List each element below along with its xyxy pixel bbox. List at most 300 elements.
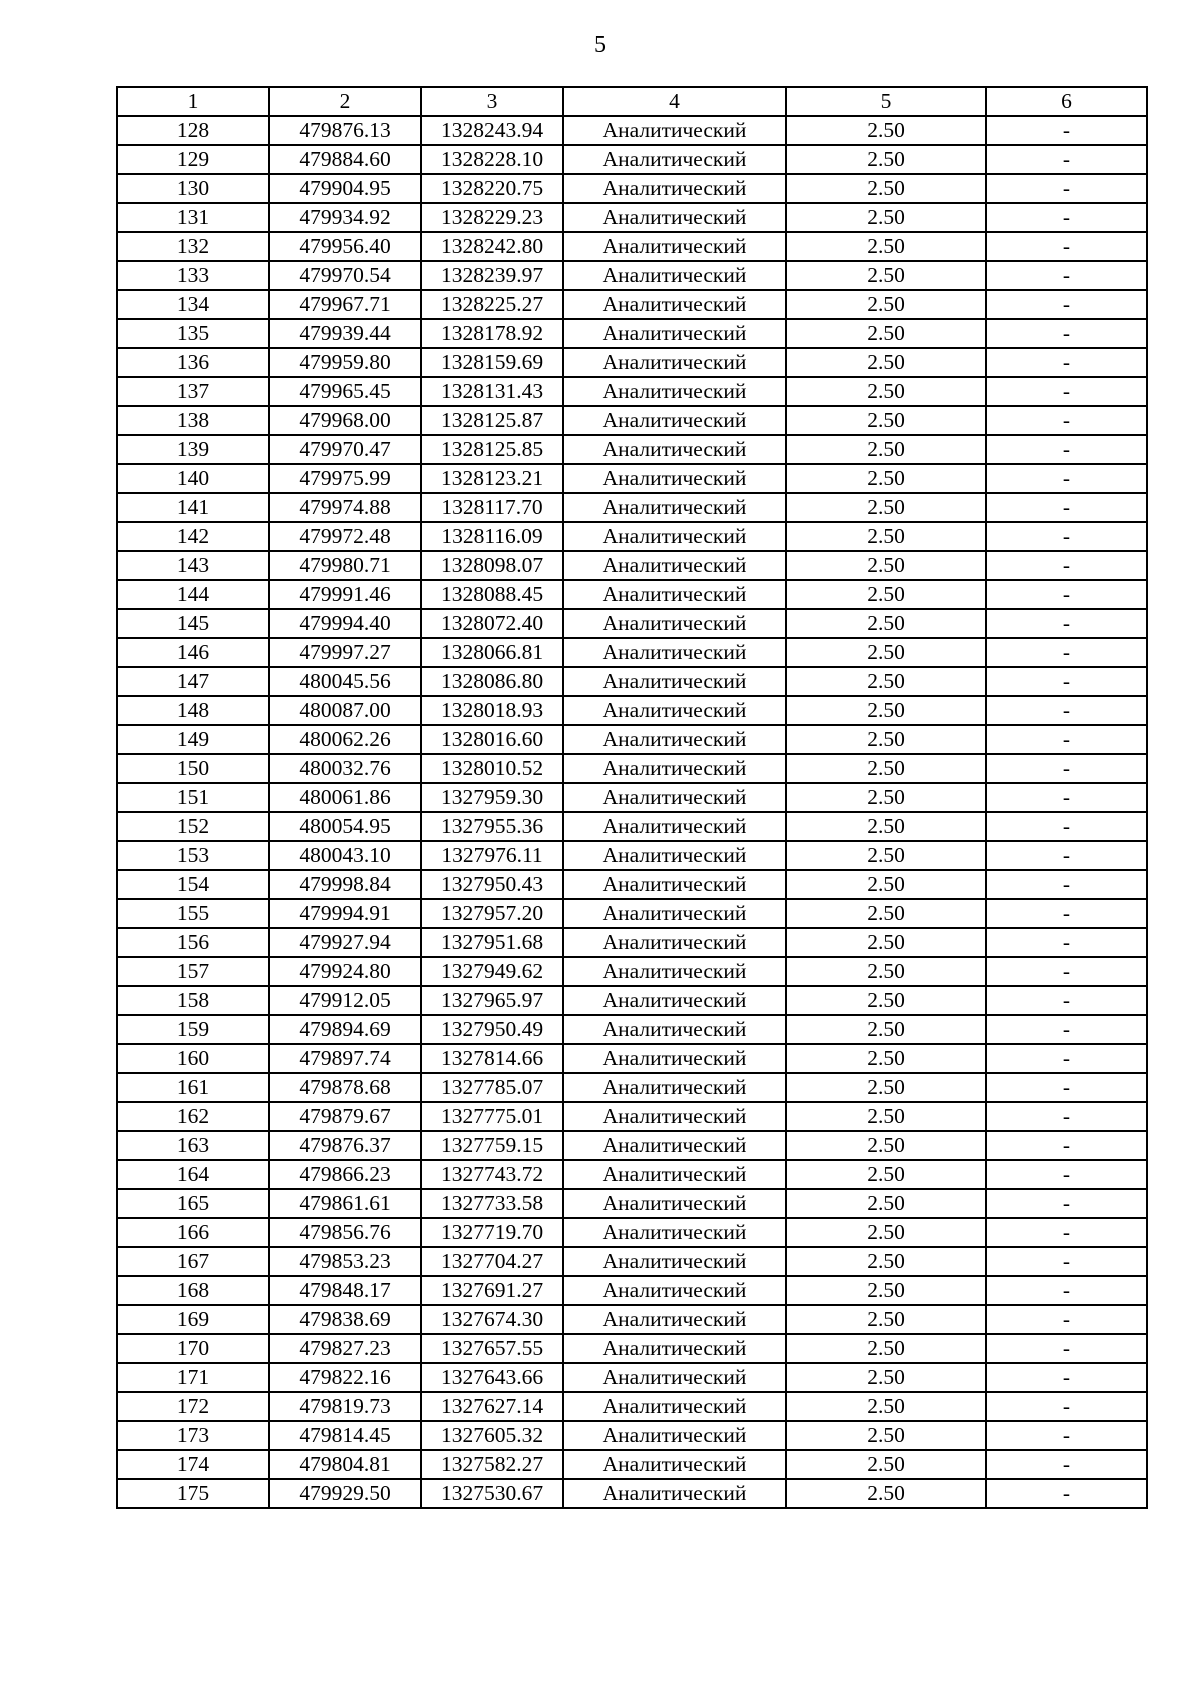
y-coordinate-cell: 1327643.66 xyxy=(421,1363,563,1392)
y-coordinate-cell: 1328123.21 xyxy=(421,464,563,493)
point-number-cell: 163 xyxy=(117,1131,269,1160)
x-coordinate-cell: 479980.71 xyxy=(269,551,421,580)
y-coordinate-cell: 1327814.66 xyxy=(421,1044,563,1073)
table-row xyxy=(117,1131,1147,1160)
accuracy-cell: 2.50 xyxy=(786,1276,986,1305)
accuracy-cell: 2.50 xyxy=(786,696,986,725)
x-coordinate-cell: 479878.68 xyxy=(269,1073,421,1102)
method-cell: Аналитический xyxy=(563,116,786,145)
accuracy-cell: 2.50 xyxy=(786,348,986,377)
point-number-cell: 167 xyxy=(117,1247,269,1276)
table-row xyxy=(117,783,1147,812)
y-coordinate-cell: 1327951.68 xyxy=(421,928,563,957)
table-row xyxy=(117,1073,1147,1102)
point-number-cell: 138 xyxy=(117,406,269,435)
point-number-cell: 152 xyxy=(117,812,269,841)
x-coordinate-cell: 479861.61 xyxy=(269,1189,421,1218)
method-cell: Аналитический xyxy=(563,1102,786,1131)
method-cell: Аналитический xyxy=(563,841,786,870)
x-coordinate-cell: 479879.67 xyxy=(269,1102,421,1131)
point-number-cell: 159 xyxy=(117,1015,269,1044)
table-row xyxy=(117,986,1147,1015)
table-row xyxy=(117,1392,1147,1421)
method-cell: Аналитический xyxy=(563,696,786,725)
accuracy-cell: 2.50 xyxy=(786,667,986,696)
point-number-cell: 173 xyxy=(117,1421,269,1450)
point-number-cell: 172 xyxy=(117,1392,269,1421)
accuracy-cell: 2.50 xyxy=(786,406,986,435)
y-coordinate-cell: 1327657.55 xyxy=(421,1334,563,1363)
note-cell: - xyxy=(986,203,1147,232)
y-coordinate-cell: 1327733.58 xyxy=(421,1189,563,1218)
point-number-cell: 129 xyxy=(117,145,269,174)
method-cell: Аналитический xyxy=(563,1392,786,1421)
x-coordinate-cell: 479998.84 xyxy=(269,870,421,899)
point-number-cell: 149 xyxy=(117,725,269,754)
x-coordinate-cell: 479894.69 xyxy=(269,1015,421,1044)
method-cell: Аналитический xyxy=(563,1189,786,1218)
method-cell: Аналитический xyxy=(563,1421,786,1450)
note-cell: - xyxy=(986,1102,1147,1131)
column-header-5: 5 xyxy=(786,87,986,116)
method-cell: Аналитический xyxy=(563,754,786,783)
table-row xyxy=(117,609,1147,638)
table-row xyxy=(117,899,1147,928)
method-cell: Аналитический xyxy=(563,1073,786,1102)
y-coordinate-cell: 1327775.01 xyxy=(421,1102,563,1131)
table-row xyxy=(117,435,1147,464)
method-cell: Аналитический xyxy=(563,290,786,319)
note-cell: - xyxy=(986,1334,1147,1363)
accuracy-cell: 2.50 xyxy=(786,551,986,580)
note-cell: - xyxy=(986,551,1147,580)
x-coordinate-cell: 479814.45 xyxy=(269,1421,421,1450)
note-cell: - xyxy=(986,1363,1147,1392)
x-coordinate-cell: 480043.10 xyxy=(269,841,421,870)
note-cell: - xyxy=(986,1044,1147,1073)
table-row xyxy=(117,725,1147,754)
x-coordinate-cell: 480062.26 xyxy=(269,725,421,754)
x-coordinate-cell: 479822.16 xyxy=(269,1363,421,1392)
table-row xyxy=(117,638,1147,667)
y-coordinate-cell: 1328117.70 xyxy=(421,493,563,522)
point-number-cell: 162 xyxy=(117,1102,269,1131)
table-row xyxy=(117,261,1147,290)
y-coordinate-cell: 1327530.67 xyxy=(421,1479,563,1508)
y-coordinate-cell: 1327949.62 xyxy=(421,957,563,986)
y-coordinate-cell: 1327627.14 xyxy=(421,1392,563,1421)
x-coordinate-cell: 479876.13 xyxy=(269,116,421,145)
column-header-4: 4 xyxy=(563,87,786,116)
note-cell: - xyxy=(986,1073,1147,1102)
accuracy-cell: 2.50 xyxy=(786,522,986,551)
column-header-1: 1 xyxy=(117,87,269,116)
method-cell: Аналитический xyxy=(563,1305,786,1334)
table-row xyxy=(117,1189,1147,1218)
point-number-cell: 151 xyxy=(117,783,269,812)
accuracy-cell: 2.50 xyxy=(786,609,986,638)
accuracy-cell: 2.50 xyxy=(786,899,986,928)
y-coordinate-cell: 1328239.97 xyxy=(421,261,563,290)
table-row xyxy=(117,1450,1147,1479)
table-row xyxy=(117,1479,1147,1508)
x-coordinate-cell: 479956.40 xyxy=(269,232,421,261)
table-row xyxy=(117,1247,1147,1276)
note-cell: - xyxy=(986,319,1147,348)
note-cell: - xyxy=(986,1015,1147,1044)
method-cell: Аналитический xyxy=(563,464,786,493)
table-row xyxy=(117,493,1147,522)
y-coordinate-cell: 1327605.32 xyxy=(421,1421,563,1450)
x-coordinate-cell: 479934.92 xyxy=(269,203,421,232)
note-cell: - xyxy=(986,145,1147,174)
x-coordinate-cell: 479924.80 xyxy=(269,957,421,986)
note-cell: - xyxy=(986,1392,1147,1421)
x-coordinate-cell: 479970.47 xyxy=(269,435,421,464)
table-row xyxy=(117,870,1147,899)
y-coordinate-cell: 1327691.27 xyxy=(421,1276,563,1305)
point-number-cell: 128 xyxy=(117,116,269,145)
note-cell: - xyxy=(986,986,1147,1015)
method-cell: Аналитический xyxy=(563,957,786,986)
accuracy-cell: 2.50 xyxy=(786,841,986,870)
table-row xyxy=(117,841,1147,870)
table-header-row xyxy=(117,87,1147,116)
y-coordinate-cell: 1327785.07 xyxy=(421,1073,563,1102)
method-cell: Аналитический xyxy=(563,580,786,609)
point-number-cell: 135 xyxy=(117,319,269,348)
accuracy-cell: 2.50 xyxy=(786,377,986,406)
y-coordinate-cell: 1327965.97 xyxy=(421,986,563,1015)
point-number-cell: 134 xyxy=(117,290,269,319)
table-row xyxy=(117,174,1147,203)
y-coordinate-cell: 1328228.10 xyxy=(421,145,563,174)
method-cell: Аналитический xyxy=(563,1218,786,1247)
accuracy-cell: 2.50 xyxy=(786,580,986,609)
accuracy-cell: 2.50 xyxy=(786,493,986,522)
column-header-2: 2 xyxy=(269,87,421,116)
note-cell: - xyxy=(986,1247,1147,1276)
method-cell: Аналитический xyxy=(563,203,786,232)
x-coordinate-cell: 479804.81 xyxy=(269,1450,421,1479)
method-cell: Аналитический xyxy=(563,1479,786,1508)
table-row xyxy=(117,1334,1147,1363)
method-cell: Аналитический xyxy=(563,783,786,812)
note-cell: - xyxy=(986,696,1147,725)
method-cell: Аналитический xyxy=(563,1334,786,1363)
point-number-cell: 150 xyxy=(117,754,269,783)
table-row xyxy=(117,812,1147,841)
point-number-cell: 155 xyxy=(117,899,269,928)
method-cell: Аналитический xyxy=(563,1363,786,1392)
x-coordinate-cell: 479884.60 xyxy=(269,145,421,174)
point-number-cell: 131 xyxy=(117,203,269,232)
note-cell: - xyxy=(986,1276,1147,1305)
point-number-cell: 161 xyxy=(117,1073,269,1102)
x-coordinate-cell: 479994.40 xyxy=(269,609,421,638)
accuracy-cell: 2.50 xyxy=(786,435,986,464)
note-cell: - xyxy=(986,1131,1147,1160)
accuracy-cell: 2.50 xyxy=(786,203,986,232)
column-header-6: 6 xyxy=(986,87,1147,116)
point-number-cell: 147 xyxy=(117,667,269,696)
accuracy-cell: 2.50 xyxy=(786,1450,986,1479)
y-coordinate-cell: 1327704.27 xyxy=(421,1247,563,1276)
table-row xyxy=(117,1218,1147,1247)
x-coordinate-cell: 479939.44 xyxy=(269,319,421,348)
accuracy-cell: 2.50 xyxy=(786,754,986,783)
accuracy-cell: 2.50 xyxy=(786,1160,986,1189)
accuracy-cell: 2.50 xyxy=(786,261,986,290)
point-number-cell: 165 xyxy=(117,1189,269,1218)
y-coordinate-cell: 1327957.20 xyxy=(421,899,563,928)
accuracy-cell: 2.50 xyxy=(786,1334,986,1363)
y-coordinate-cell: 1328125.87 xyxy=(421,406,563,435)
method-cell: Аналитический xyxy=(563,493,786,522)
y-coordinate-cell: 1328243.94 xyxy=(421,116,563,145)
method-cell: Аналитический xyxy=(563,1247,786,1276)
method-cell: Аналитический xyxy=(563,899,786,928)
accuracy-cell: 2.50 xyxy=(786,319,986,348)
point-number-cell: 133 xyxy=(117,261,269,290)
note-cell: - xyxy=(986,870,1147,899)
page-number: 5 xyxy=(594,32,606,58)
x-coordinate-cell: 479819.73 xyxy=(269,1392,421,1421)
x-coordinate-cell: 479991.46 xyxy=(269,580,421,609)
point-number-cell: 171 xyxy=(117,1363,269,1392)
x-coordinate-cell: 479975.99 xyxy=(269,464,421,493)
method-cell: Аналитический xyxy=(563,638,786,667)
y-coordinate-cell: 1328086.80 xyxy=(421,667,563,696)
accuracy-cell: 2.50 xyxy=(786,1131,986,1160)
table-row xyxy=(117,754,1147,783)
note-cell: - xyxy=(986,609,1147,638)
note-cell: - xyxy=(986,435,1147,464)
table-row xyxy=(117,232,1147,261)
point-number-cell: 142 xyxy=(117,522,269,551)
point-number-cell: 141 xyxy=(117,493,269,522)
note-cell: - xyxy=(986,899,1147,928)
y-coordinate-cell: 1328116.09 xyxy=(421,522,563,551)
note-cell: - xyxy=(986,580,1147,609)
point-number-cell: 130 xyxy=(117,174,269,203)
method-cell: Аналитический xyxy=(563,1450,786,1479)
table-body xyxy=(117,116,1147,1508)
accuracy-cell: 2.50 xyxy=(786,1363,986,1392)
note-cell: - xyxy=(986,116,1147,145)
point-number-cell: 144 xyxy=(117,580,269,609)
note-cell: - xyxy=(986,928,1147,957)
table-row xyxy=(117,957,1147,986)
x-coordinate-cell: 479856.76 xyxy=(269,1218,421,1247)
x-coordinate-cell: 480061.86 xyxy=(269,783,421,812)
point-number-cell: 175 xyxy=(117,1479,269,1508)
method-cell: Аналитический xyxy=(563,551,786,580)
x-coordinate-cell: 479876.37 xyxy=(269,1131,421,1160)
point-number-cell: 148 xyxy=(117,696,269,725)
x-coordinate-cell: 479997.27 xyxy=(269,638,421,667)
x-coordinate-cell: 479968.00 xyxy=(269,406,421,435)
point-number-cell: 143 xyxy=(117,551,269,580)
table-row xyxy=(117,464,1147,493)
x-coordinate-cell: 479912.05 xyxy=(269,986,421,1015)
table-row xyxy=(117,116,1147,145)
note-cell: - xyxy=(986,377,1147,406)
table-row xyxy=(117,1421,1147,1450)
point-number-cell: 174 xyxy=(117,1450,269,1479)
method-cell: Аналитический xyxy=(563,406,786,435)
y-coordinate-cell: 1328098.07 xyxy=(421,551,563,580)
x-coordinate-cell: 479927.94 xyxy=(269,928,421,957)
method-cell: Аналитический xyxy=(563,319,786,348)
accuracy-cell: 2.50 xyxy=(786,957,986,986)
method-cell: Аналитический xyxy=(563,1276,786,1305)
accuracy-cell: 2.50 xyxy=(786,1247,986,1276)
note-cell: - xyxy=(986,1479,1147,1508)
x-coordinate-cell: 479967.71 xyxy=(269,290,421,319)
accuracy-cell: 2.50 xyxy=(786,116,986,145)
x-coordinate-cell: 480087.00 xyxy=(269,696,421,725)
method-cell: Аналитический xyxy=(563,232,786,261)
x-coordinate-cell: 479827.23 xyxy=(269,1334,421,1363)
y-coordinate-cell: 1328242.80 xyxy=(421,232,563,261)
note-cell: - xyxy=(986,290,1147,319)
x-coordinate-cell: 479848.17 xyxy=(269,1276,421,1305)
note-cell: - xyxy=(986,1305,1147,1334)
note-cell: - xyxy=(986,232,1147,261)
y-coordinate-cell: 1327743.72 xyxy=(421,1160,563,1189)
method-cell: Аналитический xyxy=(563,667,786,696)
note-cell: - xyxy=(986,261,1147,290)
y-coordinate-cell: 1328010.52 xyxy=(421,754,563,783)
point-number-cell: 145 xyxy=(117,609,269,638)
x-coordinate-cell: 480045.56 xyxy=(269,667,421,696)
y-coordinate-cell: 1328125.85 xyxy=(421,435,563,464)
x-coordinate-cell: 479974.88 xyxy=(269,493,421,522)
method-cell: Аналитический xyxy=(563,522,786,551)
accuracy-cell: 2.50 xyxy=(786,232,986,261)
accuracy-cell: 2.50 xyxy=(786,870,986,899)
table-row xyxy=(117,406,1147,435)
note-cell: - xyxy=(986,1218,1147,1247)
y-coordinate-cell: 1327950.49 xyxy=(421,1015,563,1044)
column-header-3: 3 xyxy=(421,87,563,116)
accuracy-cell: 2.50 xyxy=(786,464,986,493)
x-coordinate-cell: 479853.23 xyxy=(269,1247,421,1276)
x-coordinate-cell: 480054.95 xyxy=(269,812,421,841)
y-coordinate-cell: 1328220.75 xyxy=(421,174,563,203)
y-coordinate-cell: 1328072.40 xyxy=(421,609,563,638)
point-number-cell: 146 xyxy=(117,638,269,667)
accuracy-cell: 2.50 xyxy=(786,638,986,667)
x-coordinate-cell: 479972.48 xyxy=(269,522,421,551)
method-cell: Аналитический xyxy=(563,928,786,957)
accuracy-cell: 2.50 xyxy=(786,812,986,841)
point-number-cell: 164 xyxy=(117,1160,269,1189)
method-cell: Аналитический xyxy=(563,725,786,754)
point-number-cell: 154 xyxy=(117,870,269,899)
point-number-cell: 132 xyxy=(117,232,269,261)
table-row xyxy=(117,1015,1147,1044)
method-cell: Аналитический xyxy=(563,435,786,464)
point-number-cell: 136 xyxy=(117,348,269,377)
note-cell: - xyxy=(986,1421,1147,1450)
point-number-cell: 156 xyxy=(117,928,269,957)
y-coordinate-cell: 1327674.30 xyxy=(421,1305,563,1334)
point-number-cell: 153 xyxy=(117,841,269,870)
table-row xyxy=(117,377,1147,406)
x-coordinate-cell: 479866.23 xyxy=(269,1160,421,1189)
note-cell: - xyxy=(986,522,1147,551)
x-coordinate-cell: 479904.95 xyxy=(269,174,421,203)
accuracy-cell: 2.50 xyxy=(786,1392,986,1421)
y-coordinate-cell: 1327719.70 xyxy=(421,1218,563,1247)
y-coordinate-cell: 1328018.93 xyxy=(421,696,563,725)
note-cell: - xyxy=(986,638,1147,667)
point-number-cell: 168 xyxy=(117,1276,269,1305)
table-row xyxy=(117,522,1147,551)
note-cell: - xyxy=(986,348,1147,377)
x-coordinate-cell: 479959.80 xyxy=(269,348,421,377)
table-row xyxy=(117,145,1147,174)
point-number-cell: 169 xyxy=(117,1305,269,1334)
table-row xyxy=(117,551,1147,580)
y-coordinate-cell: 1328066.81 xyxy=(421,638,563,667)
coordinates-table xyxy=(116,86,1148,1509)
note-cell: - xyxy=(986,1189,1147,1218)
method-cell: Аналитический xyxy=(563,348,786,377)
x-coordinate-cell: 479970.54 xyxy=(269,261,421,290)
accuracy-cell: 2.50 xyxy=(786,928,986,957)
point-number-cell: 157 xyxy=(117,957,269,986)
y-coordinate-cell: 1328088.45 xyxy=(421,580,563,609)
y-coordinate-cell: 1327950.43 xyxy=(421,870,563,899)
point-number-cell: 140 xyxy=(117,464,269,493)
y-coordinate-cell: 1327959.30 xyxy=(421,783,563,812)
table-row xyxy=(117,667,1147,696)
note-cell: - xyxy=(986,493,1147,522)
table-row xyxy=(117,1044,1147,1073)
note-cell: - xyxy=(986,406,1147,435)
accuracy-cell: 2.50 xyxy=(786,290,986,319)
table-row xyxy=(117,348,1147,377)
note-cell: - xyxy=(986,667,1147,696)
y-coordinate-cell: 1328178.92 xyxy=(421,319,563,348)
note-cell: - xyxy=(986,812,1147,841)
accuracy-cell: 2.50 xyxy=(786,725,986,754)
y-coordinate-cell: 1327955.36 xyxy=(421,812,563,841)
x-coordinate-cell: 479929.50 xyxy=(269,1479,421,1508)
x-coordinate-cell: 479994.91 xyxy=(269,899,421,928)
method-cell: Аналитический xyxy=(563,174,786,203)
accuracy-cell: 2.50 xyxy=(786,986,986,1015)
method-cell: Аналитический xyxy=(563,1044,786,1073)
note-cell: - xyxy=(986,464,1147,493)
method-cell: Аналитический xyxy=(563,1131,786,1160)
x-coordinate-cell: 480032.76 xyxy=(269,754,421,783)
method-cell: Аналитический xyxy=(563,812,786,841)
note-cell: - xyxy=(986,957,1147,986)
method-cell: Аналитический xyxy=(563,145,786,174)
accuracy-cell: 2.50 xyxy=(786,1073,986,1102)
accuracy-cell: 2.50 xyxy=(786,1479,986,1508)
note-cell: - xyxy=(986,754,1147,783)
method-cell: Аналитический xyxy=(563,870,786,899)
point-number-cell: 170 xyxy=(117,1334,269,1363)
accuracy-cell: 2.50 xyxy=(786,145,986,174)
accuracy-cell: 2.50 xyxy=(786,1044,986,1073)
y-coordinate-cell: 1327759.15 xyxy=(421,1131,563,1160)
